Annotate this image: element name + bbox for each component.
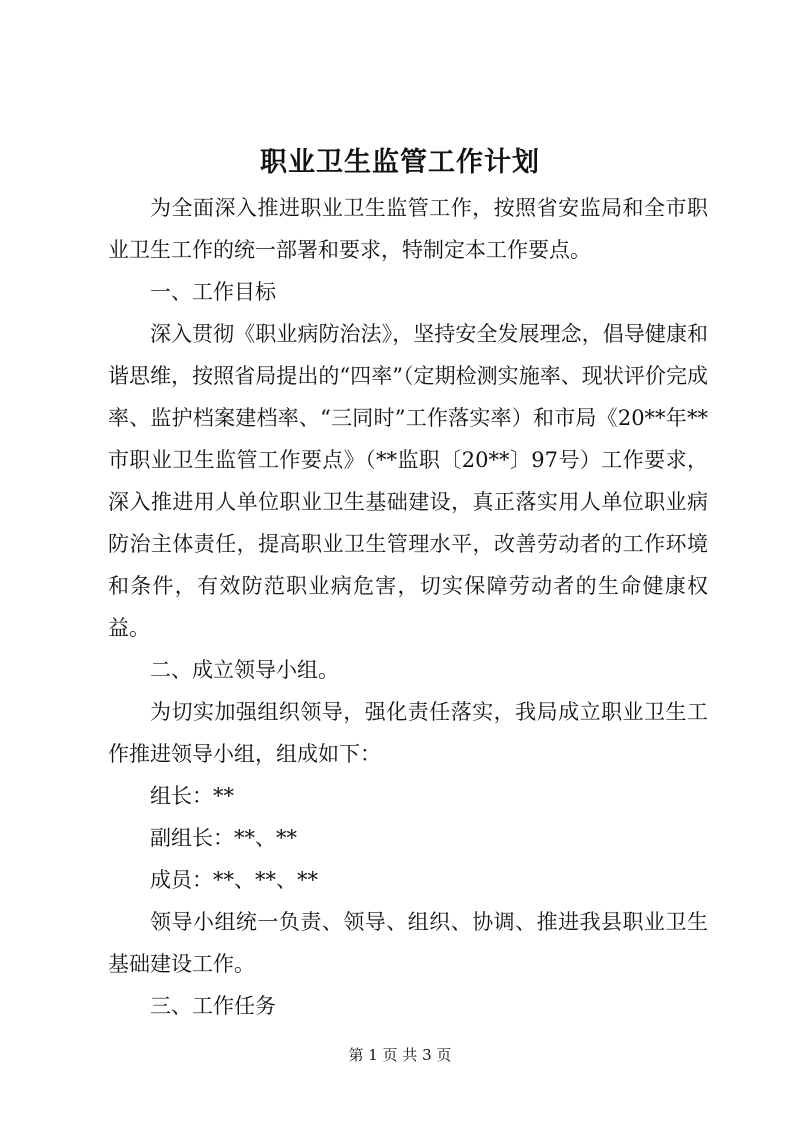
deputy-leader-line: 副组长：**、** [150,826,297,850]
document-body [108,187,708,1027]
section-heading-goals: 一、工作目标 [150,280,276,304]
section-heading-tasks: 三、工作任务 [150,994,276,1018]
members-line: 成员：**、**、** [150,868,318,892]
document-title: 职业卫生监管工作计划 [260,147,540,178]
intro-paragraph: 为全面深入推进职业卫生监管工作，按照省安监局和全市职业卫生工作的统一部署和要求，特制定本工作要点。 [108,196,708,262]
leadership-paragraph: 为切实加强组织领导，强化责任落实，我局成立职业卫生工作推进领导小组，组成如下： [108,700,708,766]
team-leader-line: 组长：** [150,784,234,808]
section-heading-leadership: 二、成立领导小组。 [150,658,339,682]
team-duty-paragraph: 领导小组统一负责、领导、组织、协调、推进我县职业卫生基础建设工作。 [108,910,708,976]
page-number-footer: 第 1 页 共 3 页 [348,1046,452,1064]
goals-paragraph: 深入贯彻《职业病防治法》，坚持安全发展理念，倡导健康和谐思维，按照省局提出的“四率”（定期检测实施率、现状评价完成率、监护档案建档率、“三同时”工作落实率）和市局《20**年**市职业卫生监管工作要点》（**监职〔20**〕97号）工作要求，深入推进用人单位职业卫生基础建设，真正落实用人单位职业病防治主体责任，提高职业卫生管理水平，改善劳动者的工作环境和条件，有效防范职业病危害，切实保障劳动者的生命健康权益。 [108,322,708,640]
